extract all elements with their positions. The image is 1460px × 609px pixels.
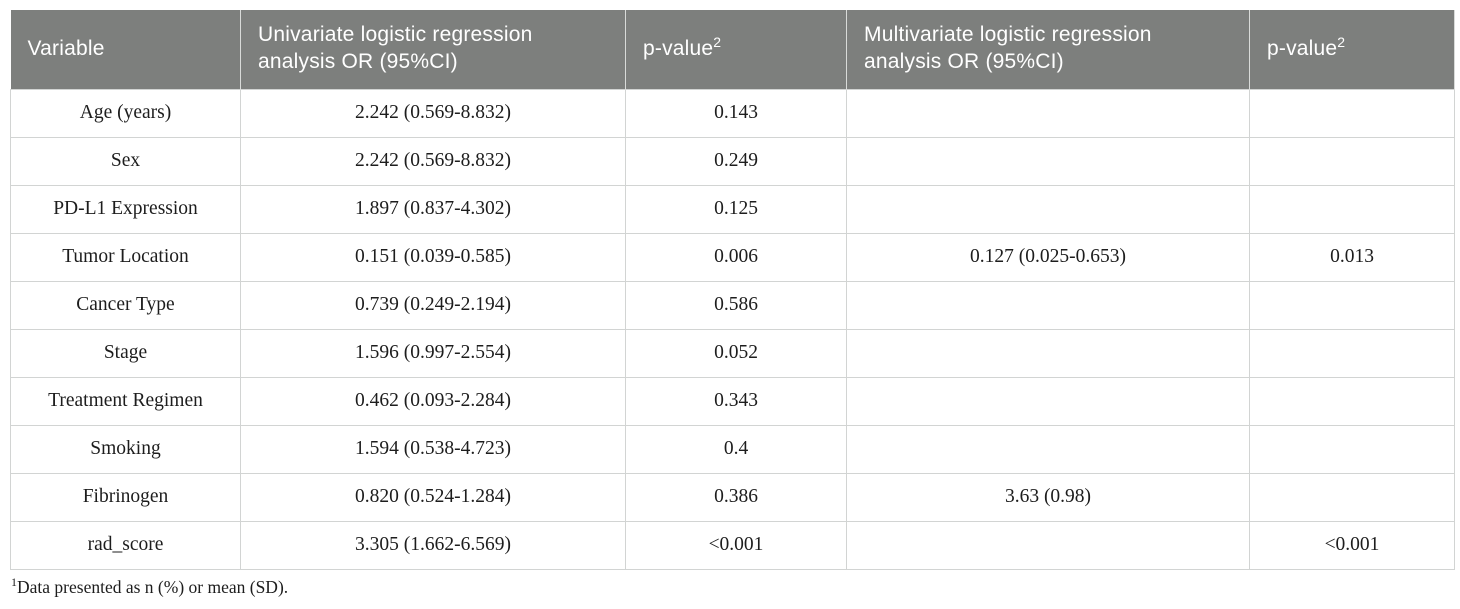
cell-univariate-or: 1.897 (0.837-4.302) bbox=[241, 185, 626, 233]
cell-variable: Cancer Type bbox=[11, 281, 241, 329]
cell-variable: Treatment Regimen bbox=[11, 377, 241, 425]
regression-table-container bbox=[10, 10, 1454, 598]
cell-multivariate-or bbox=[847, 521, 1250, 569]
table-row bbox=[11, 521, 1455, 569]
cell-multivariate-p bbox=[1250, 89, 1455, 137]
cell-multivariate-or bbox=[847, 281, 1250, 329]
col-header-multivariate-pvalue bbox=[1250, 10, 1455, 89]
table-row bbox=[11, 89, 1455, 137]
cell-univariate-or: 2.242 (0.569-8.832) bbox=[241, 137, 626, 185]
table-row bbox=[11, 281, 1455, 329]
cell-multivariate-p: 0.013 bbox=[1250, 233, 1455, 281]
cell-multivariate-or bbox=[847, 137, 1250, 185]
table-row bbox=[11, 185, 1455, 233]
col-header-univariate-or-label: Univariate logistic regression analysis OR (95%CI) bbox=[258, 23, 533, 74]
cell-univariate-p: 0.125 bbox=[626, 185, 847, 233]
cell-univariate-p: <0.001 bbox=[626, 521, 847, 569]
col-header-univariate-pvalue-sup: 2 bbox=[713, 33, 722, 50]
col-header-multivariate-or-label: Multivariate logistic regression analysis OR (95%CI) bbox=[864, 23, 1152, 74]
cell-variable: Sex bbox=[11, 137, 241, 185]
cell-univariate-p: 0.386 bbox=[626, 473, 847, 521]
cell-variable: Smoking bbox=[11, 425, 241, 473]
cell-multivariate-or bbox=[847, 89, 1250, 137]
table-body bbox=[11, 89, 1455, 569]
cell-multivariate-or: 0.127 (0.025-0.653) bbox=[847, 233, 1250, 281]
cell-univariate-or: 3.305 (1.662-6.569) bbox=[241, 521, 626, 569]
table-row bbox=[11, 233, 1455, 281]
logistic-regression-table bbox=[10, 10, 1455, 570]
cell-multivariate-p bbox=[1250, 329, 1455, 377]
cell-univariate-or: 2.242 (0.569-8.832) bbox=[241, 89, 626, 137]
cell-multivariate-p: <0.001 bbox=[1250, 521, 1455, 569]
table-row bbox=[11, 377, 1455, 425]
footnote-text: Data presented as n (%) or mean (SD). bbox=[17, 576, 289, 597]
col-header-univariate-pvalue-label: p-value bbox=[643, 36, 714, 60]
cell-variable: Fibrinogen bbox=[11, 473, 241, 521]
col-header-univariate-pvalue bbox=[626, 10, 847, 89]
col-header-variable bbox=[11, 10, 241, 89]
table-row bbox=[11, 329, 1455, 377]
cell-multivariate-p bbox=[1250, 185, 1455, 233]
cell-multivariate-or bbox=[847, 377, 1250, 425]
cell-univariate-or: 0.462 (0.093-2.284) bbox=[241, 377, 626, 425]
header-row bbox=[11, 10, 1455, 89]
cell-univariate-p: 0.006 bbox=[626, 233, 847, 281]
cell-variable: Age (years) bbox=[11, 89, 241, 137]
footnote-marker: 1 bbox=[11, 574, 17, 589]
cell-variable: PD-L1 Expression bbox=[11, 185, 241, 233]
cell-multivariate-p bbox=[1250, 425, 1455, 473]
cell-univariate-or: 1.596 (0.997-2.554) bbox=[241, 329, 626, 377]
cell-multivariate-p bbox=[1250, 473, 1455, 521]
cell-variable: Tumor Location bbox=[11, 233, 241, 281]
cell-univariate-p: 0.4 bbox=[626, 425, 847, 473]
col-header-multivariate-or bbox=[847, 10, 1250, 89]
cell-multivariate-or: 3.63 (0.98) bbox=[847, 473, 1250, 521]
table-row bbox=[11, 137, 1455, 185]
cell-univariate-or: 0.820 (0.524-1.284) bbox=[241, 473, 626, 521]
cell-multivariate-p bbox=[1250, 281, 1455, 329]
cell-univariate-p: 0.052 bbox=[626, 329, 847, 377]
cell-variable: Stage bbox=[11, 329, 241, 377]
cell-multivariate-or bbox=[847, 329, 1250, 377]
col-header-univariate-or bbox=[241, 10, 626, 89]
cell-multivariate-p bbox=[1250, 137, 1455, 185]
cell-multivariate-or bbox=[847, 425, 1250, 473]
cell-univariate-or: 1.594 (0.538-4.723) bbox=[241, 425, 626, 473]
col-header-multivariate-pvalue-sup: 2 bbox=[1337, 33, 1346, 50]
cell-univariate-p: 0.143 bbox=[626, 89, 847, 137]
table-header bbox=[11, 10, 1455, 89]
cell-univariate-or: 0.151 (0.039-0.585) bbox=[241, 233, 626, 281]
table-footnote bbox=[10, 574, 1454, 598]
col-header-variable-label: Variable bbox=[27, 36, 105, 60]
cell-multivariate-p bbox=[1250, 377, 1455, 425]
col-header-multivariate-pvalue-label: p-value bbox=[1267, 36, 1338, 60]
cell-univariate-p: 0.586 bbox=[626, 281, 847, 329]
cell-univariate-p: 0.343 bbox=[626, 377, 847, 425]
cell-multivariate-or bbox=[847, 185, 1250, 233]
cell-variable: rad_score bbox=[11, 521, 241, 569]
cell-univariate-p: 0.249 bbox=[626, 137, 847, 185]
table-row bbox=[11, 425, 1455, 473]
cell-univariate-or: 0.739 (0.249-2.194) bbox=[241, 281, 626, 329]
table-row bbox=[11, 473, 1455, 521]
